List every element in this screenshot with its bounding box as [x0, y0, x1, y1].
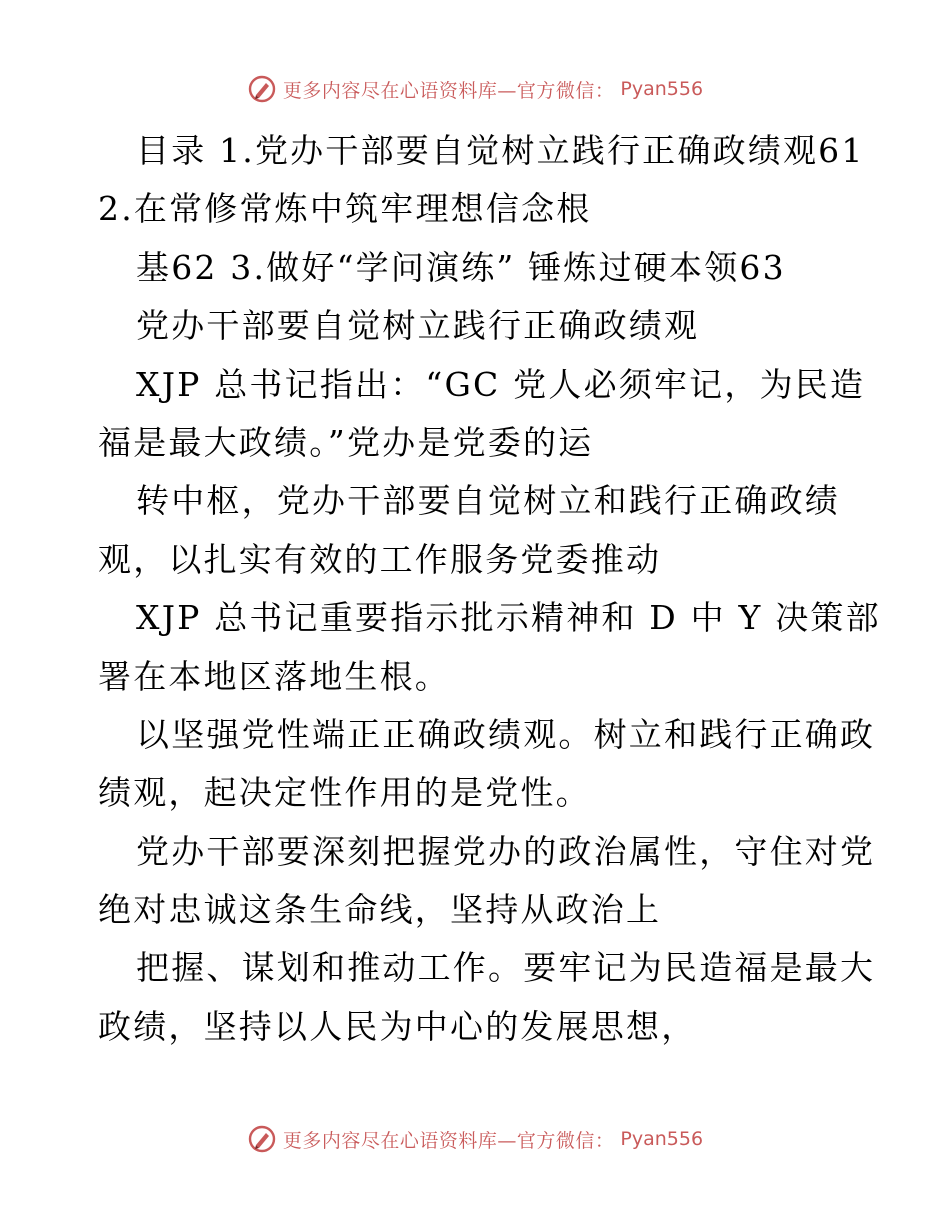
text-line: 观，以扎实有效的工作服务党委推动: [98, 539, 662, 579]
text-line: 以坚强党性端正正确政绩观。树立和践行正确政: [136, 714, 876, 754]
text-line: 绩观，起决定性作用的是党性。: [98, 773, 591, 813]
document-body: [98, 122, 881, 1056]
text-line: XJP 总书记指出：“GC 党人必须牢记，为民造: [136, 364, 866, 404]
text-line: 政绩，坚持以人民为中心的发展思想，: [98, 1006, 697, 1046]
pen-logo-icon: [247, 1124, 277, 1154]
header-watermark: [0, 74, 950, 104]
text-line: 转中枢，党办干部要自觉树立和践行正确政绩: [136, 481, 840, 521]
text-line: 基62 3.做好“学问演练” 锤炼过硬本领63: [136, 247, 786, 287]
text-line: 党办干部要深刻把握党办的政治属性，守住对党: [136, 831, 876, 871]
footer-watermark: [0, 1124, 950, 1154]
watermark-text: 更多内容尽在心语资料库—官方微信：: [282, 79, 615, 102]
text-line: 福是最大政绩。”党办是党委的运: [98, 422, 594, 462]
text-line: XJP 总书记重要指示批示精神和 D 中 Y 决策部: [136, 598, 881, 638]
watermark-contact: Pyan556: [620, 1128, 704, 1150]
watermark-contact: Pyan556: [620, 78, 704, 100]
text-line: 绝对忠诚这条生命线，坚持从政治上: [98, 890, 662, 930]
text-line: 署在本地区落地生根。: [98, 656, 450, 696]
watermark-text: 更多内容尽在心语资料库—官方微信：: [282, 1129, 615, 1152]
pen-logo-icon: [247, 74, 277, 104]
text-line: 2.在常修常炼中筑牢理想信念根: [98, 189, 592, 229]
section-title: 党办干部要自觉树立践行正确政绩观: [136, 306, 700, 346]
text-line: 目录 1.党办干部要自觉树立践行正确政绩观61: [136, 131, 865, 170]
text-line: 把握、谋划和推动工作。要牢记为民造福是最大: [136, 948, 876, 988]
